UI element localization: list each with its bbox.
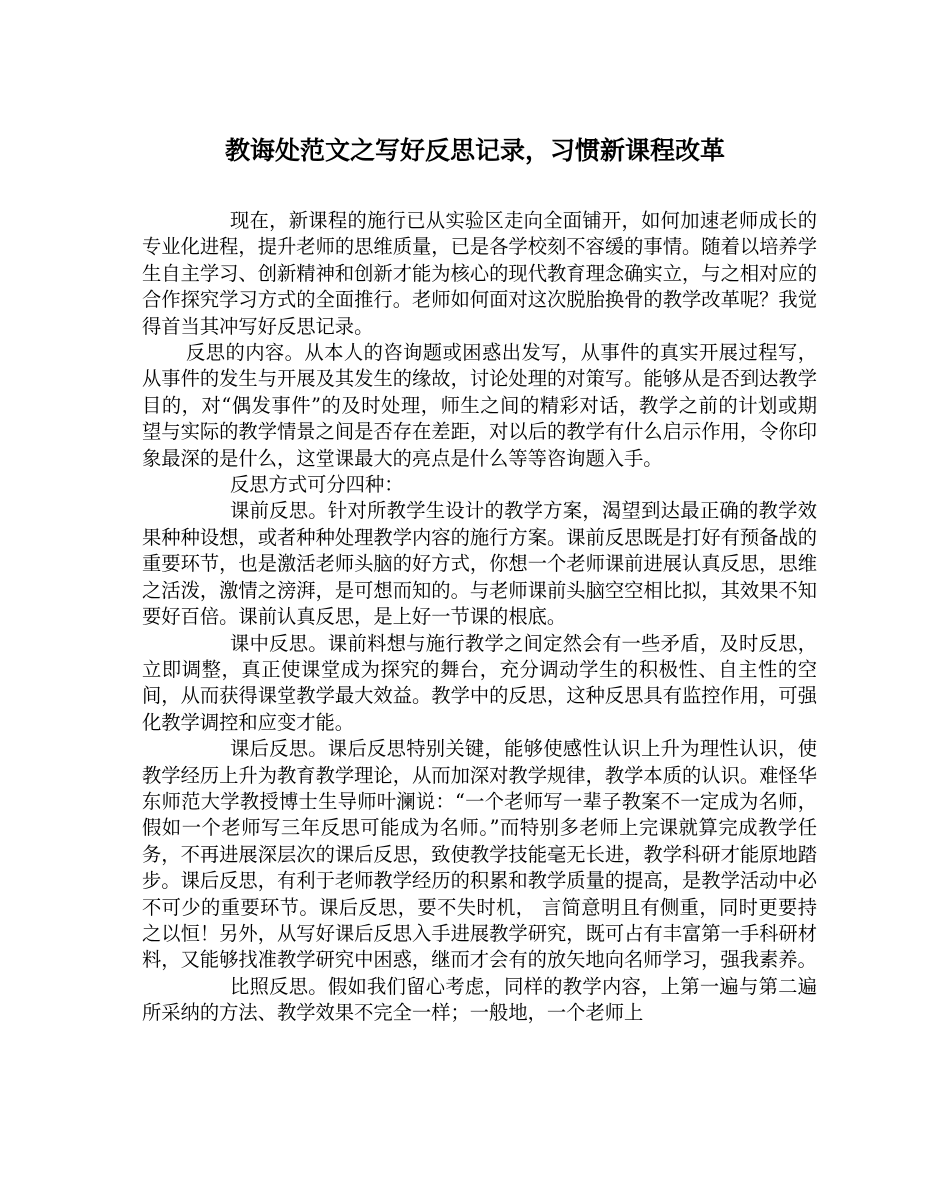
paragraph-in-class-reflection: 课中反思。课前料想与施行教学之间定然会有一些矛盾，及时反思，立即调整，真正使课堂成为探究的舞台，充分调动学生的积极性、自主性的空间，从而获得课堂教学最大效益。教学中的反思，这种反思具有监控作用，可强化教学调控和应变才能。	[142, 631, 817, 734]
paragraph-reflection-methods: 反思方式可分四种：	[230, 473, 404, 497]
paragraph-intro: 现在，新课程的施行已从实验区走向全面铺开，如何加速老师成长的专业化进程，提升老师的思维质量，已是各学校刻不容缓的事情。随着以培养学生自主学习、创新精神和创新才能为核心的现代教育理念确实立，与之相对应的合作探究学习方式的全面推行。老师如何面对这次脱胎换骨的教学改革呢？我觉得首当其冲写好反思记录。	[142, 209, 817, 338]
paragraph-pre-class-reflection: 课前反思。针对所教学生设计的教学方案，渴望到达最正确的教学效果种种设想，或者种种处理教学内容的施行方案。课前反思既是打好有预备战的重要环节，也是激活老师头脑的好方式，你想一个老师课前进展认真反思，思维之活泼，激情之滂湃，是可想而知的。与老师课前头脑空空相比拟，其效果不知要好百倍。课前认真反思，是上好一节课的根底。	[142, 499, 817, 629]
document-body	[142, 208, 817, 1027]
paragraph-reflection-content: 反思的内容。从本人的咨询题或困惑出发写，从事件的真实开展过程写，从事件的发生与开展及其发生的缘故，讨论处理的对策写。能够从是否到达教学目的，对“偶发事件”的及时处理，师生之间的精彩对话，教学之前的计划或期望与实际的教学情景之间是否存在差距，对以后的教学有什么启示作用，令你印象最深的是什么，这堂课最大的亮点是什么等等咨询题入手。	[142, 341, 817, 470]
document-title: 教诲处范文之写好反思记录，习惯新课程改革	[224, 136, 725, 165]
paragraph-post-class-reflection: 课后反思。课后反思特别关键，能够使感性认识上升为理性认识，使教学经历上升为教育教学理论，从而加深对教学规律，教学本质的认识。难怪华东师范大学教授博士生导师叶澜说：“一个老师写一辈子教案不一定成为名师，假如一个老师写三年反思可能成为名师。”而特别多老师上完课就算完成教学任务，不再进展深层次的课后反思，致使教学技能毫无长进，教学科研才能原地踏步。课后反思，有利于老师教学经历的积累和教学质量的提高，是教学活动中必不可少的重要环节。课后反思，要不失时机， 言简意明且有侧重，同时更要持之以恒！另外，从写好课后反思入手进展教学研究，既可占有丰富第一手科研材料，又能够找准教学研究中困惑，继而才会有的放矢地向名师学习，强我素养。	[142, 737, 817, 972]
paragraph-comparative-reflection: 比照反思。假如我们留心考虑，同样的教学内容，上第一遍与第二遍所采纳的方法、教学效果不完全一样；一般地，一个老师上	[142, 974, 817, 1025]
